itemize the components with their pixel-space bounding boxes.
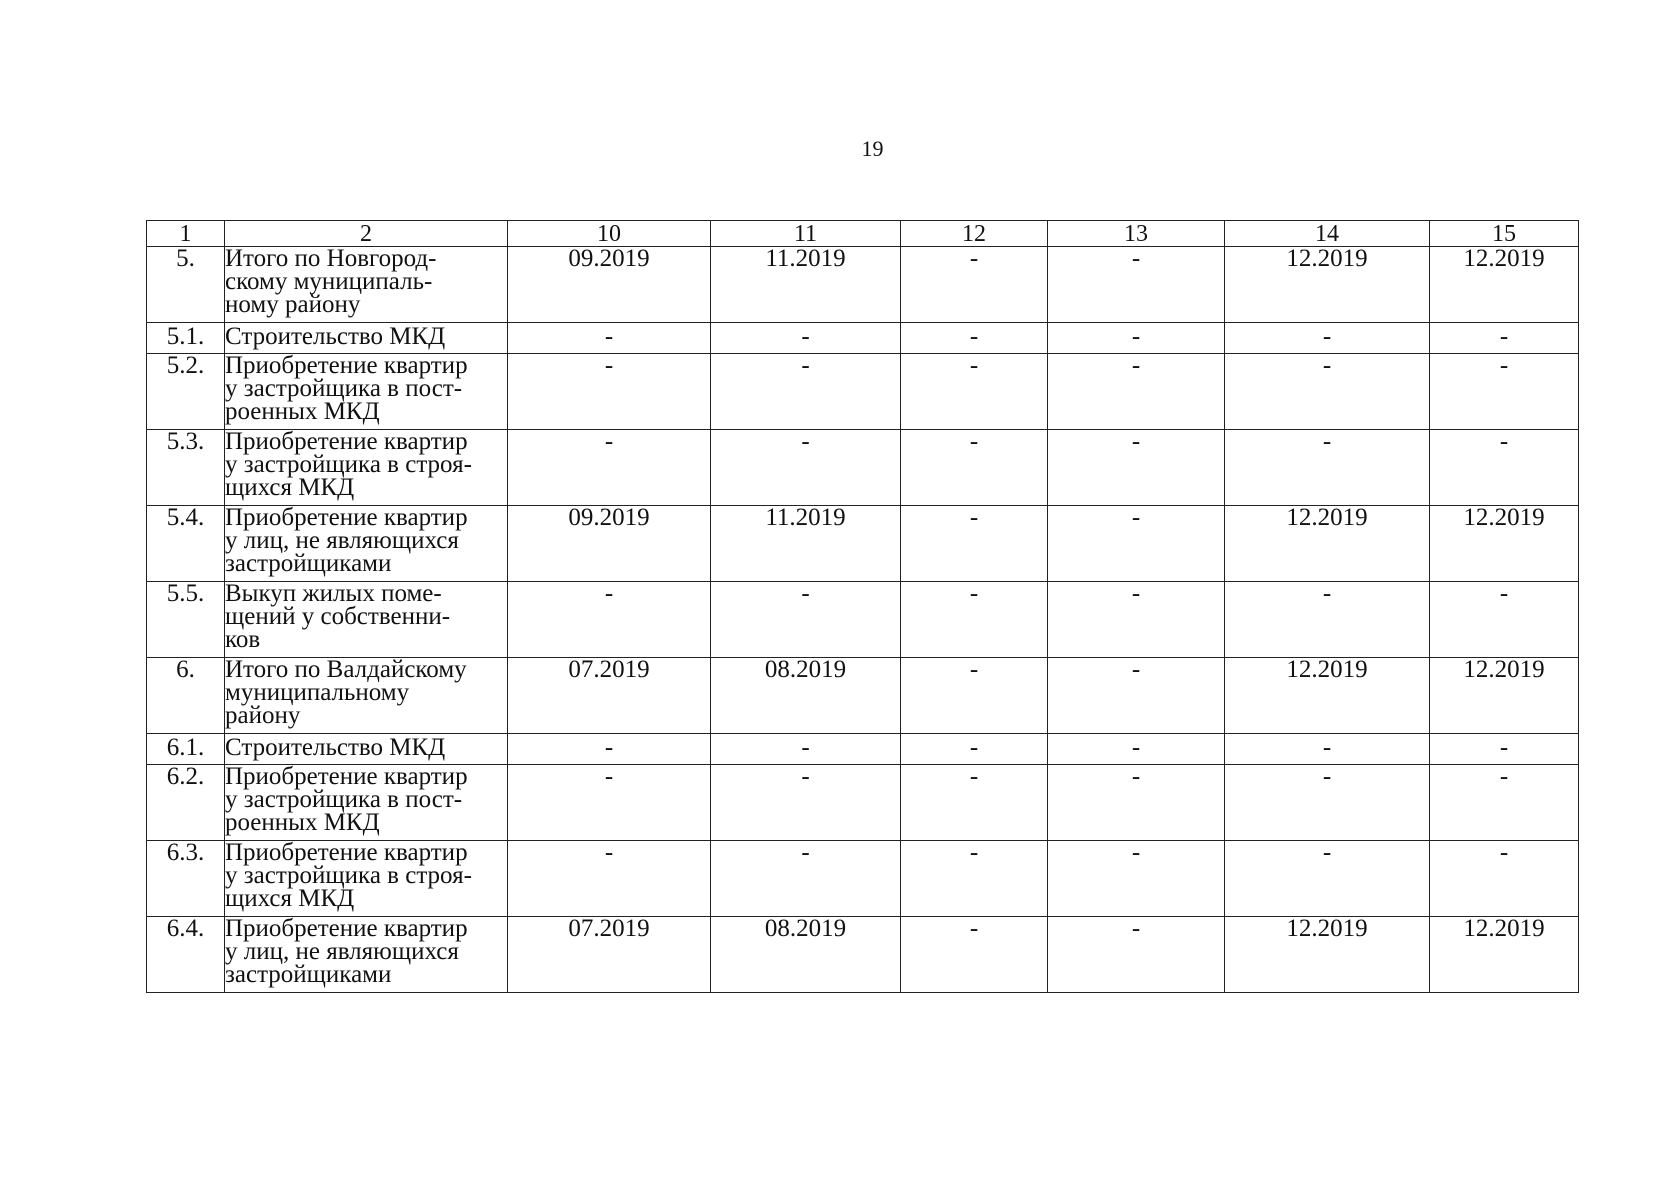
cell-value: - — [508, 841, 711, 917]
row-name-line: Выкуп жилых поме- — [225, 580, 442, 607]
cell-value: - — [508, 734, 711, 765]
cell-value: 12.2019 — [1225, 917, 1430, 993]
cell-value: - — [901, 506, 1048, 582]
column-header: 15 — [1430, 221, 1579, 247]
cell-value: 12.2019 — [1430, 917, 1579, 993]
cell-value: 12.2019 — [1225, 247, 1430, 323]
table-row — [147, 506, 1579, 582]
row-number: 5.4. — [147, 506, 225, 582]
cell-value: - — [508, 765, 711, 841]
row-number: 5.1. — [147, 323, 225, 354]
row-name-line: Приобретение квартир — [225, 763, 468, 790]
row-number: 5.5. — [147, 582, 225, 658]
cell-value: - — [711, 430, 901, 506]
table-row — [147, 917, 1579, 993]
row-name-line: муниципальному — [225, 679, 410, 706]
cell-value: - — [901, 658, 1048, 734]
row-name-line: у лиц, не являющихся — [225, 527, 459, 554]
cell-value: - — [1048, 354, 1225, 430]
cell-value: - — [901, 247, 1048, 323]
row-name-line: у застройщика в строя- — [225, 862, 472, 889]
cell-value: 12.2019 — [1430, 247, 1579, 323]
cell-value: 08.2019 — [711, 917, 901, 993]
cell-value: 07.2019 — [508, 917, 711, 993]
cell-value: 07.2019 — [508, 658, 711, 734]
cell-value: - — [1430, 323, 1579, 354]
cell-value: - — [1225, 841, 1430, 917]
row-name-line: Приобретение квартир — [225, 839, 468, 866]
row-name-line: Строительство МКД — [225, 734, 446, 761]
row-name — [225, 354, 508, 430]
cell-value: - — [711, 734, 901, 765]
cell-value: - — [1048, 917, 1225, 993]
cell-value: - — [1048, 841, 1225, 917]
row-name — [225, 658, 508, 734]
row-name — [225, 765, 508, 841]
table-row — [147, 582, 1579, 658]
cell-value: - — [901, 917, 1048, 993]
row-name-line: Приобретение квартир — [225, 915, 468, 942]
page-number: 19 — [861, 136, 884, 161]
row-name-line: ков — [225, 626, 261, 653]
cell-value: - — [901, 354, 1048, 430]
row-name — [225, 734, 508, 765]
cell-value: 12.2019 — [1225, 506, 1430, 582]
cell-value: - — [711, 841, 901, 917]
row-name-line: ному району — [225, 291, 361, 318]
row-name — [225, 841, 508, 917]
cell-value: - — [1225, 734, 1430, 765]
cell-value: - — [901, 841, 1048, 917]
row-name — [225, 430, 508, 506]
cell-value: - — [901, 765, 1048, 841]
table-row — [147, 765, 1579, 841]
table-row — [147, 734, 1579, 765]
cell-value: - — [1430, 765, 1579, 841]
row-name-line: у лиц, не являющихся — [225, 938, 459, 965]
cell-value: - — [901, 734, 1048, 765]
row-name — [225, 582, 508, 658]
cell-value: 08.2019 — [711, 658, 901, 734]
row-name — [225, 323, 508, 354]
row-name-line: Итого по Новгород- — [225, 245, 437, 272]
cell-value: - — [1225, 765, 1430, 841]
row-number: 6. — [147, 658, 225, 734]
cell-value: - — [1048, 765, 1225, 841]
cell-value: - — [1430, 734, 1579, 765]
cell-value: - — [1048, 506, 1225, 582]
cell-value: - — [508, 582, 711, 658]
row-name-line: застройщиками — [225, 961, 392, 988]
cell-value: 12.2019 — [1225, 658, 1430, 734]
cell-value: - — [1048, 734, 1225, 765]
column-header: 1 — [147, 221, 225, 247]
row-name-line: застройщиками — [225, 550, 392, 577]
cell-value: - — [901, 323, 1048, 354]
row-name-line: у застройщика в строя- — [225, 451, 472, 478]
row-number: 6.4. — [147, 917, 225, 993]
table-row — [147, 247, 1579, 323]
cell-value: 12.2019 — [1430, 658, 1579, 734]
table-row — [147, 430, 1579, 506]
row-number: 6.1. — [147, 734, 225, 765]
row-number: 6.3. — [147, 841, 225, 917]
cell-value: - — [1225, 354, 1430, 430]
row-number: 5.3. — [147, 430, 225, 506]
column-header: 12 — [901, 221, 1048, 247]
row-name-line: щихся МКД — [225, 885, 355, 912]
cell-value: - — [711, 765, 901, 841]
cell-value: 09.2019 — [508, 247, 711, 323]
row-name-line: Приобретение квартир — [225, 504, 468, 531]
cell-value: - — [1048, 658, 1225, 734]
row-number: 5. — [147, 247, 225, 323]
row-name — [225, 506, 508, 582]
row-name-line: району — [225, 702, 301, 729]
table-row — [147, 841, 1579, 917]
cell-value: - — [901, 430, 1048, 506]
column-header: 10 — [508, 221, 711, 247]
cell-value: - — [1430, 430, 1579, 506]
cell-value: - — [1048, 430, 1225, 506]
row-name-line: у застройщика в пост- — [225, 375, 463, 402]
cell-value: - — [1225, 323, 1430, 354]
row-name-line: щений у собственни- — [225, 603, 451, 630]
cell-value: 11.2019 — [711, 247, 901, 323]
row-name-line: роенных МКД — [225, 809, 380, 836]
cell-value: - — [1048, 247, 1225, 323]
row-name-line: Строительство МКД — [225, 323, 446, 350]
cell-value: - — [711, 323, 901, 354]
column-header: 2 — [225, 221, 508, 247]
cell-value: - — [508, 354, 711, 430]
table-row — [147, 354, 1579, 430]
cell-value: 11.2019 — [711, 506, 901, 582]
row-name-line: Приобретение квартир — [225, 428, 468, 455]
row-name — [225, 917, 508, 993]
cell-value: 09.2019 — [508, 506, 711, 582]
cell-value: - — [1430, 354, 1579, 430]
cell-value: - — [1048, 323, 1225, 354]
cell-value: - — [711, 354, 901, 430]
schedule-table — [146, 220, 1579, 993]
cell-value: - — [711, 582, 901, 658]
cell-value: - — [1225, 430, 1430, 506]
column-header: 14 — [1225, 221, 1430, 247]
column-header: 13 — [1048, 221, 1225, 247]
cell-value: - — [1225, 582, 1430, 658]
cell-value: - — [1430, 841, 1579, 917]
cell-value: - — [1048, 582, 1225, 658]
row-name-line: Приобретение квартир — [225, 352, 468, 379]
row-name-line: Итого по Валдайскому — [225, 656, 467, 683]
row-name-line: роенных МКД — [225, 398, 380, 425]
row-name-line: скому муниципаль- — [225, 268, 433, 295]
cell-value: - — [901, 582, 1048, 658]
cell-value: - — [508, 323, 711, 354]
cell-value: 12.2019 — [1430, 506, 1579, 582]
column-header: 11 — [711, 221, 901, 247]
cell-value: - — [508, 430, 711, 506]
table-header-row — [147, 221, 1579, 247]
cell-value: - — [1430, 582, 1579, 658]
row-name-line: у застройщика в пост- — [225, 786, 463, 813]
row-number: 6.2. — [147, 765, 225, 841]
row-number: 5.2. — [147, 354, 225, 430]
table-row — [147, 323, 1579, 354]
row-name-line: щихся МКД — [225, 474, 355, 501]
table-row — [147, 658, 1579, 734]
row-name — [225, 247, 508, 323]
